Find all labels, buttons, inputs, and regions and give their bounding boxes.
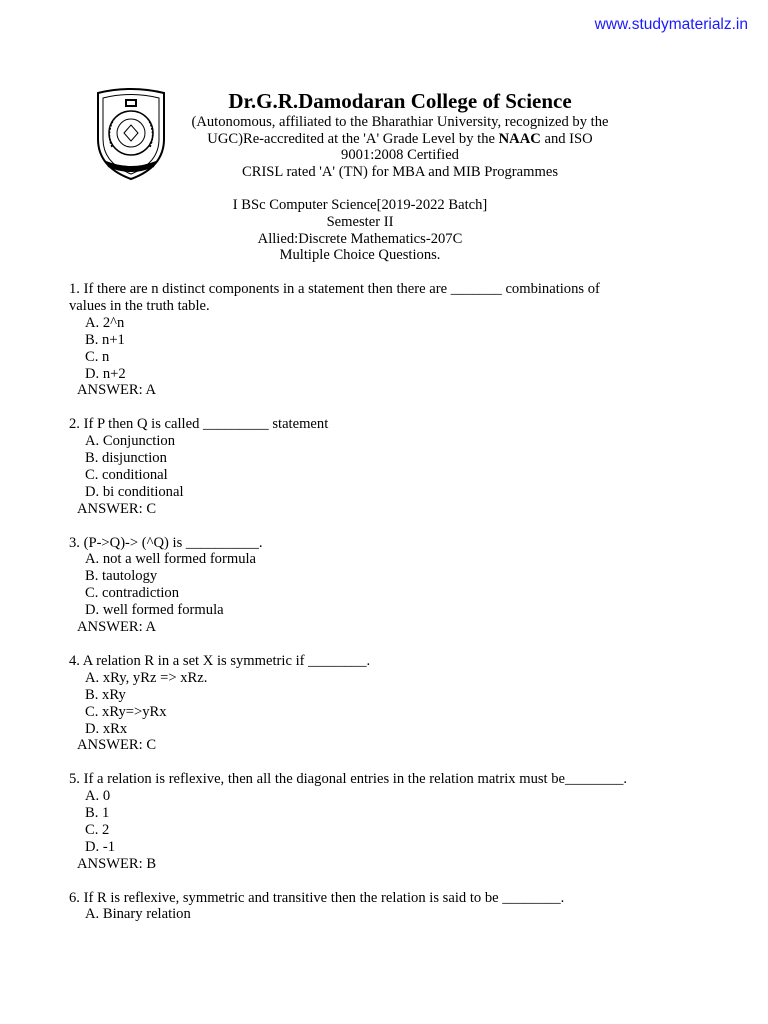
answer-option: A. xRy, yRz => xRz. <box>85 669 208 686</box>
college-affiliation-line: (Autonomous, affiliated to the Bharathiar University, recognized by the <box>191 114 609 130</box>
correct-answer: ANSWER: A <box>77 619 157 636</box>
answer-option: C. n <box>85 348 110 365</box>
question-text: 6. If R is reflexive, symmetric and transitive then the relation is said to be ________. <box>69 889 565 906</box>
question-text: 5. If a relation is reflexive, then all the diagonal entries in the relation matrix must be________. <box>69 771 628 788</box>
question-list <box>69 281 709 940</box>
college-name: Dr.G.R.Damodaran College of Science <box>228 89 572 113</box>
answer-option: C. 2 <box>85 821 110 838</box>
answer-option: B. 1 <box>85 805 110 822</box>
correct-answer: ANSWER: A <box>77 382 157 399</box>
course-doc-type: Multiple Choice Questions. <box>279 247 441 264</box>
question-item <box>69 281 709 399</box>
answer-option: A. Conjunction <box>85 433 175 450</box>
answer-option: C. contradiction <box>85 585 180 602</box>
answer-option: A. not a well formed formula <box>85 551 257 568</box>
course-subject: Allied:Discrete Mathematics-207C <box>257 230 463 247</box>
question-item <box>69 653 709 754</box>
answer-option: D. xRx <box>85 720 128 737</box>
accreditation-text-end: and ISO <box>540 130 593 147</box>
answer-option: D. -1 <box>85 838 115 855</box>
answer-option: B. n+1 <box>85 331 125 348</box>
course-semester: Semester II <box>326 213 394 230</box>
college-rating-line: CRISL rated 'A' (TN) for MBA and MIB Programmes <box>241 163 558 180</box>
answer-option: A. Binary relation <box>85 906 191 923</box>
correct-answer: ANSWER: B <box>77 855 157 872</box>
correct-answer: ANSWER: C <box>77 500 157 517</box>
answer-option: A. 2^n <box>85 314 125 331</box>
answer-option: B. tautology <box>85 568 158 585</box>
college-accreditation-line <box>170 131 630 148</box>
answer-option: A. 0 <box>85 788 111 805</box>
course-batch: I BSc Computer Science[2019-2022 Batch] <box>232 197 488 213</box>
question-text: 3. (P->Q)-> (^Q) is __________. <box>69 534 263 551</box>
college-certification-line: 9001:2008 Certified <box>341 147 459 164</box>
course-info <box>170 197 550 264</box>
answer-option: D. n+2 <box>85 365 126 382</box>
accreditation-text: UGC)Re-accredited at the 'A' Grade Level by the <box>207 130 499 147</box>
correct-answer: ANSWER: C <box>77 737 157 754</box>
question-text: 4. A relation R in a set X is symmetric if ________. <box>69 652 371 669</box>
question-text: 1. If there are n distinct components in a statement then there are _______ combinations of <box>69 281 600 297</box>
college-header <box>170 88 630 180</box>
answer-option: D. bi conditional <box>85 483 184 500</box>
answer-option: D. well formed formula <box>85 602 224 619</box>
question-text: values in the truth table. <box>69 297 210 314</box>
college-logo-crest <box>92 87 170 183</box>
question-item <box>69 535 709 636</box>
answer-option: C. conditional <box>85 466 168 483</box>
answer-option: B. disjunction <box>85 450 167 467</box>
question-item <box>69 416 709 517</box>
naac-label: NAAC <box>498 130 541 147</box>
question-text: 2. If P then Q is called _________ statement <box>69 416 329 433</box>
answer-option: B. xRy <box>85 686 126 703</box>
question-item <box>69 771 709 872</box>
answer-option: C. xRy=>yRx <box>85 703 167 720</box>
website-watermark[interactable]: www.studymaterialz.in <box>594 16 748 33</box>
question-item <box>69 890 709 924</box>
